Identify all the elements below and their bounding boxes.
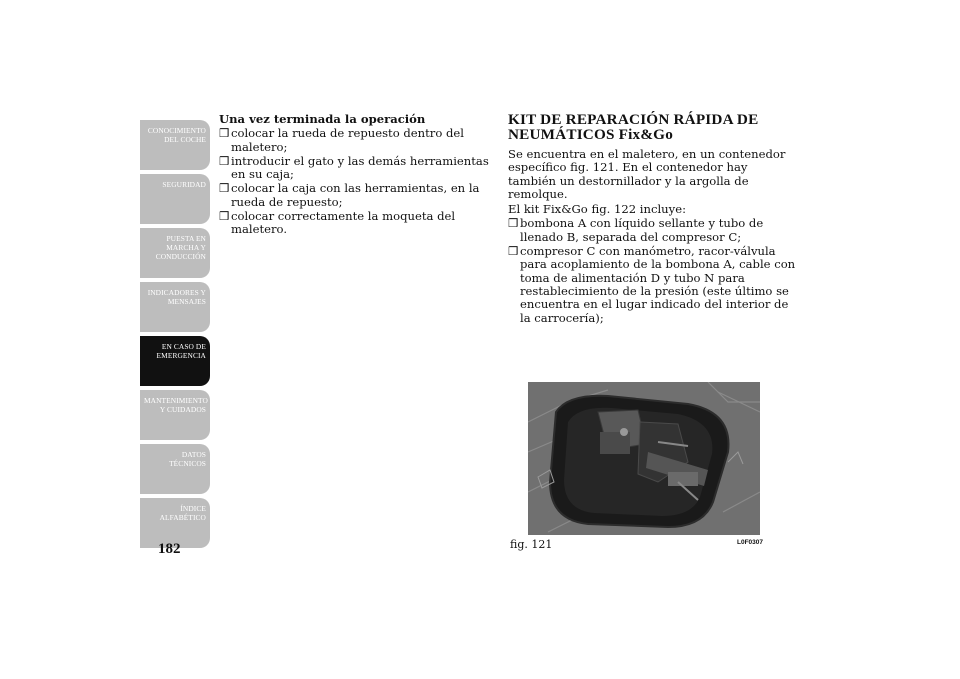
checkbox-bullet-icon: ❒ (508, 244, 519, 259)
list-item: ❒ colocar la rueda de repuesto dentro del maletero; (219, 126, 464, 154)
list-item: ❒ introducir el gato y las demás herramientas en su caja; (219, 153, 489, 182)
checkbox-bullet-icon: ❒ (219, 153, 230, 168)
tab-indice-alfabetico[interactable]: ÍNDICE ALFABÉTICO (140, 498, 210, 548)
tab-conocimiento[interactable]: CONOCIMIENTO DEL COCHE (140, 120, 210, 170)
checkbox-bullet-icon: ❒ (508, 216, 519, 231)
tab-en-caso-emergencia[interactable]: EN CASO DE EMERGENCIA (140, 336, 210, 386)
left-column (219, 113, 491, 237)
tab-puesta-en-marcha[interactable]: PUESTA EN MARCHA Y CONDUCCIÓN (140, 228, 210, 278)
right-column (508, 113, 798, 325)
intro-paragraph: Se encuentra en el maletero, en un contenedor específico fig. 121. En el contenedor hay también un destornillador y la argolla de remolque. (508, 147, 786, 201)
page-number: 182 (158, 541, 181, 557)
list-item: ❒ compresor C con manómetro, racor-válvula para acoplamiento de la bombona A, cable con toma de alimentación D y tubo N para restablecimiento de la presión (este último se encuentra en el lugar indicado del interior de la carrocería); (508, 244, 796, 325)
kit-intro: El kit Fix&Go fig. 122 incluye: (508, 202, 686, 217)
figure-code: L0F0307 (737, 539, 764, 546)
checkbox-bullet-icon: ❒ (219, 209, 230, 224)
list-item: ❒ colocar correctamente la moqueta del maletero. (219, 209, 456, 237)
list-item: ❒ colocar la caja con las herramientas, en la rueda de repuesto; (219, 181, 480, 209)
figure-caption: fig. 121 (510, 538, 553, 551)
figure-trunk-kit (528, 382, 760, 535)
checkbox-bullet-icon: ❒ (219, 126, 230, 141)
list-item: ❒ bombona A con líquido sellante y tubo de llenado B, separada del compresor C; (508, 216, 764, 244)
tab-mantenimiento[interactable]: MANTENIMIENTO Y CUIDADOS (140, 390, 210, 440)
tab-datos-tecnicos[interactable]: DATOS TÉCNICOS (140, 444, 210, 494)
trunk-kit-illustration (528, 382, 760, 535)
checkbox-bullet-icon: ❒ (219, 181, 230, 196)
section-title: KIT DE REPARACIÓN RÁPIDA DE NEUMÁTICOS Fix&Go (508, 111, 759, 143)
tab-seguridad[interactable]: SEGURIDAD (140, 174, 210, 224)
tab-indicadores[interactable]: INDICADORES Y MENSAJES (140, 282, 210, 332)
left-heading: Una vez terminada la operación (219, 112, 426, 126)
